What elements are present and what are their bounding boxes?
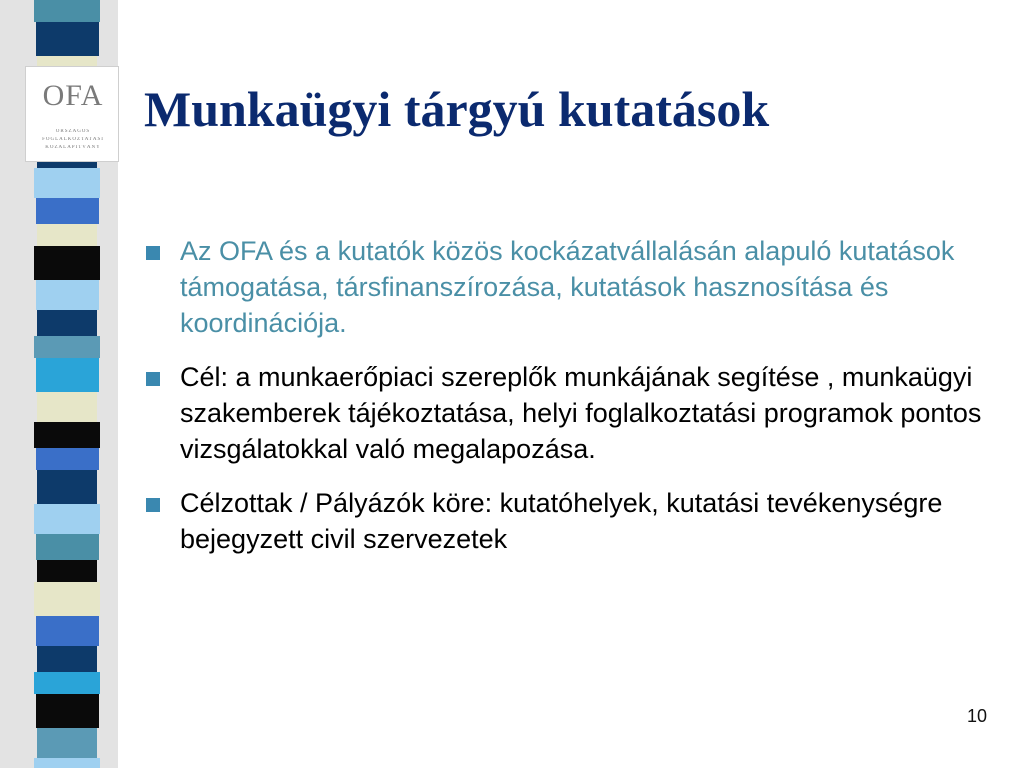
stripe-segment xyxy=(34,758,100,768)
page-number: 10 xyxy=(966,706,987,726)
stripe-segment xyxy=(37,224,97,246)
stripe-segment xyxy=(37,392,97,422)
bullet-list xyxy=(144,233,994,575)
logo-text: OFA xyxy=(42,79,104,112)
stripe-segment xyxy=(36,616,99,646)
stripe-segment xyxy=(37,310,97,336)
stripe-segment xyxy=(36,534,99,560)
stripe-segment xyxy=(36,694,99,728)
stripe-segment xyxy=(34,504,100,534)
square-bullet-icon xyxy=(146,246,160,260)
stripe-segment xyxy=(36,358,99,392)
stripe-segment xyxy=(37,646,97,672)
stripe-segment xyxy=(34,168,100,198)
bullet-text: Célzottak / Pályázók köre: kutatóhelyek, kutatási tevékenységre bejegyzett civil szervezetek xyxy=(180,488,943,554)
stripe-segment xyxy=(37,728,97,758)
stripe-segment xyxy=(36,22,99,56)
logo-tagline-line-1: ORSZÁGOS xyxy=(55,129,91,134)
square-bullet-icon xyxy=(146,372,160,386)
stripe-segment xyxy=(36,198,99,224)
stripe-segment xyxy=(34,336,100,358)
stripe-segment xyxy=(36,280,99,310)
stripe-segment xyxy=(36,448,99,470)
logo-tagline-line-3: KÖZALAPÍTVÁNY xyxy=(45,145,101,150)
stripe-segment xyxy=(34,246,100,280)
bullet-item xyxy=(144,485,994,557)
slide-title: Munkaügyi tárgyú kutatások xyxy=(144,81,770,137)
stripe-segment xyxy=(34,672,100,694)
logo-tagline-line-2: FOGLALKOZTATÁSI xyxy=(42,137,104,142)
stripe-segment xyxy=(34,582,100,616)
square-bullet-icon xyxy=(146,498,160,512)
bullet-item xyxy=(144,359,994,467)
stripe-segment xyxy=(37,470,97,504)
bullet-text: Cél: a munkaerőpiaci szereplők munkájának segítése , munkaügyi szakemberek tájékoztatása, helyi foglalkoztatási programok pontos vizsgálatokkal való megalapozása. xyxy=(180,362,982,464)
stripe-segment xyxy=(37,560,97,582)
stripe-segment xyxy=(34,422,100,448)
bullet-text: Az OFA és a kutatók közös kockázatvállalásán alapuló kutatások támogatása, társfinanszírozása, kutatások hasznosítása és koordinációja. xyxy=(180,236,955,338)
stripe-segment xyxy=(34,0,100,22)
ofa-logo xyxy=(25,66,119,162)
bullet-item xyxy=(144,233,994,341)
